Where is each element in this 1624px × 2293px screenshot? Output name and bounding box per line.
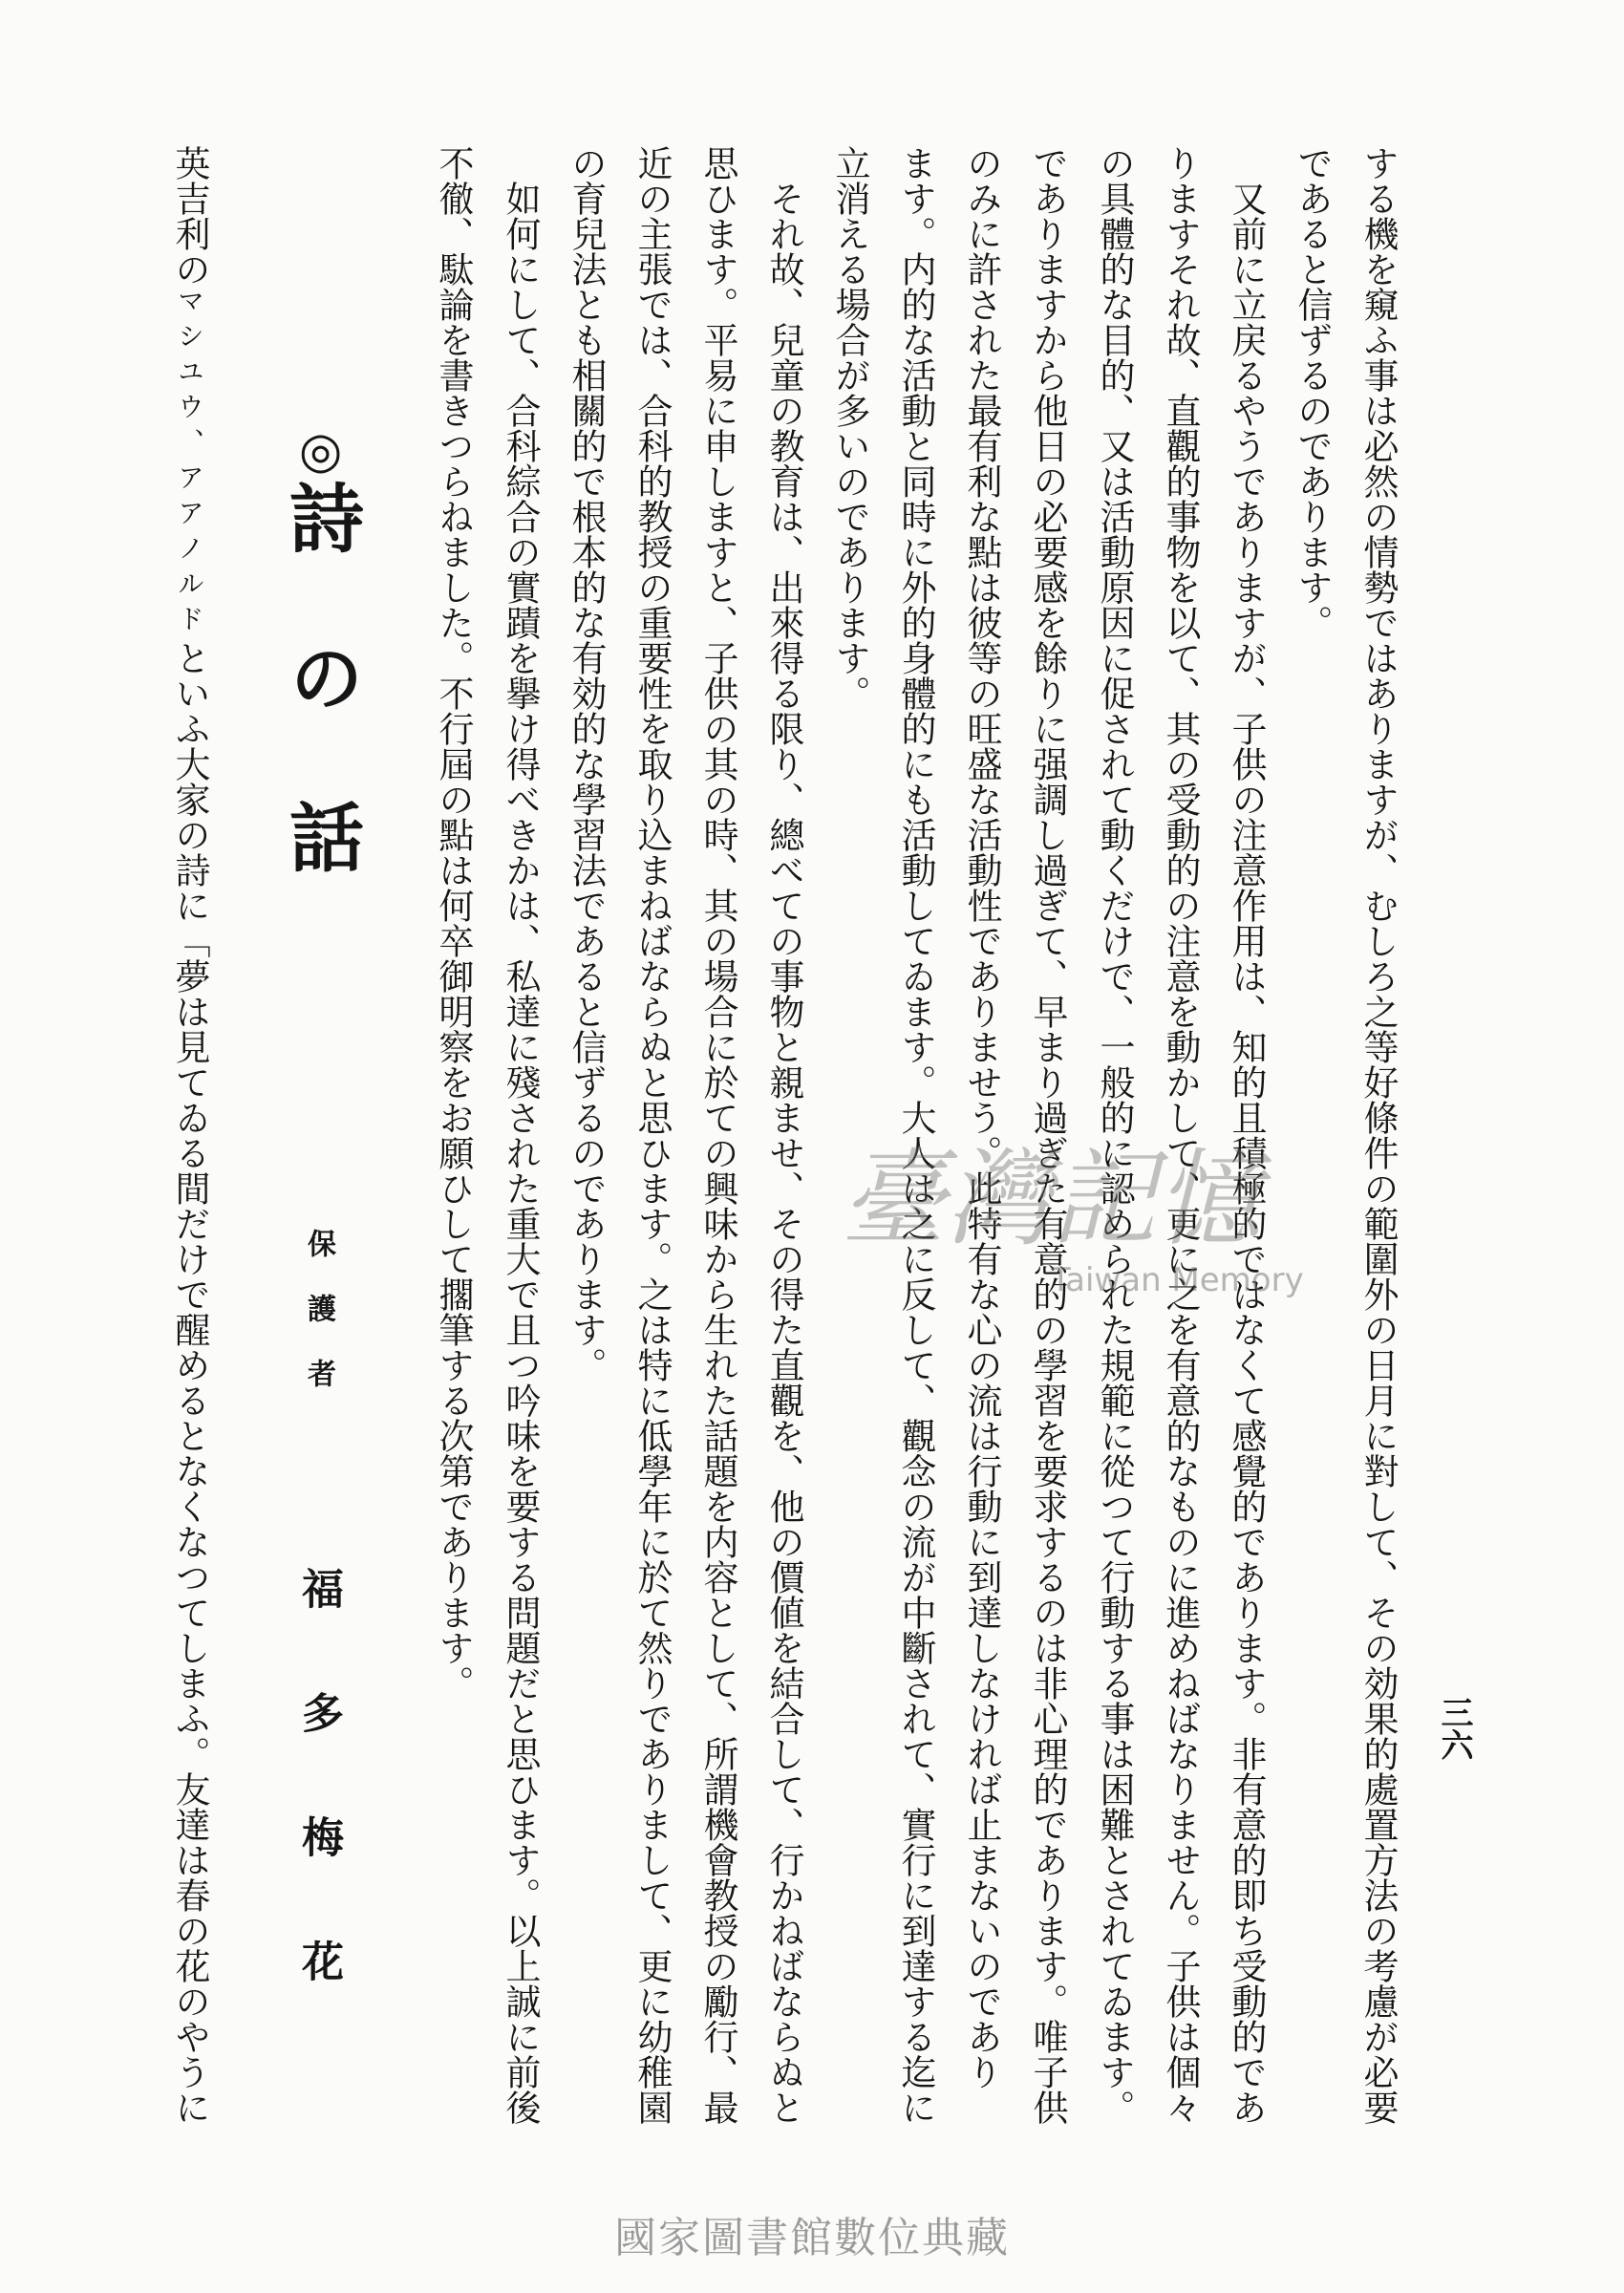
title-bullet-mark: ◎ [291,421,350,480]
watermark-logo-text: 臺灣記憶 [841,1138,1261,1260]
text-column: 不徹、駄論を書きつらねました。不行屆の點は何卒御明察をお願ひして擱筆する次第であります。 [433,145,474,1701]
article-title-text: 詩の話 [277,480,364,958]
watermark-latin-text: Taiwan Memory [1051,1261,1304,1299]
text-column: 如何にして、合科綜合の實蹟を擧け得べきかは、私達に殘された重大で且つ吟味を要する問題だと思ひます。以上誠に前後 [500,145,541,2125]
text-column: それ故、兒童の教育は、出來得る限り、總べての事物と親ませ、その得た直觀を、他の價値を結合して、行かねばならぬと [763,145,804,2125]
page-number: 三六 [1435,1696,1473,1761]
archive-footer: 國家圖書館數位典藏 [614,2214,1010,2262]
text-segment: 英吉利の [169,145,210,287]
text-column: 又前に立戻るやうでありますが、子供の注意作用は、知的且積極的ではなくて感覺的であります。非有意的即ち受動的であ [1226,145,1267,2125]
text-column: でありますから他日の必要感を餘りに强調し過ぎて、早まり過ぎた有意的の學習を要求するのは非心理的であります。唯子供 [1027,145,1068,2125]
text-column: 立消える場合が多いのであります。 [829,145,870,711]
text-column: の育兒法とも相關的で根本的な有効的な學習法であると信ずるのであります。 [566,145,607,1382]
text-column: の具體的な目的、又は活動原因に促されて動くだけで、一般的に認められた規範に從つて行動する事は困難とされてゐます。 [1094,145,1135,2125]
text-column: ます。内的な活動と同時に外的身體的にも活動してゐます。大人は之に反して、觀念の流が中斷されて、實行に到達する迄に [895,145,936,2125]
text-column [169,145,210,2142]
author-name: 福多梅花 [294,1567,343,2064]
text-column: りますそれ故、直觀的事物を以て、其の受動的の注意を動かして、更に之を有意的なものに進めねばなりません。子供は個々 [1160,145,1201,2125]
text-column: 思ひます。平易に申しますと、子供の其の時、其の場合に於ての興味から生れた話題を内容として、所謂機會教授の勵行、最 [697,145,738,2125]
text-column: 近の主張では、合科的教授の重要性を取り込まねばならぬと思ひます。之は特に低學年に於て然りでありまして、更に幼稚園 [631,145,673,2125]
text-column: する機を窺ふ事は必然の情勢ではありますが、むしろ之等好條件の範圍外の日月に對して、その効果的處置方法の考慮が必要 [1357,145,1399,2125]
article-title [277,421,364,958]
text-segment: といふ大家の詩に「夢は見てゐる間だけで醒めるとなくなつてしまふ。友達は春の花のやうに [169,640,210,2125]
author-role: 保護者 [302,1229,335,1424]
text-column: であると信ずるのであります。 [1292,145,1333,640]
text-column: のみに許された最有利な點は彼等の旺盛な活動性でありませう。此特有な心の流は行動に到達しなければ止まないのであり [961,145,1002,2089]
text-segment-small-kana: マシユウ、アアノルド [174,287,205,640]
